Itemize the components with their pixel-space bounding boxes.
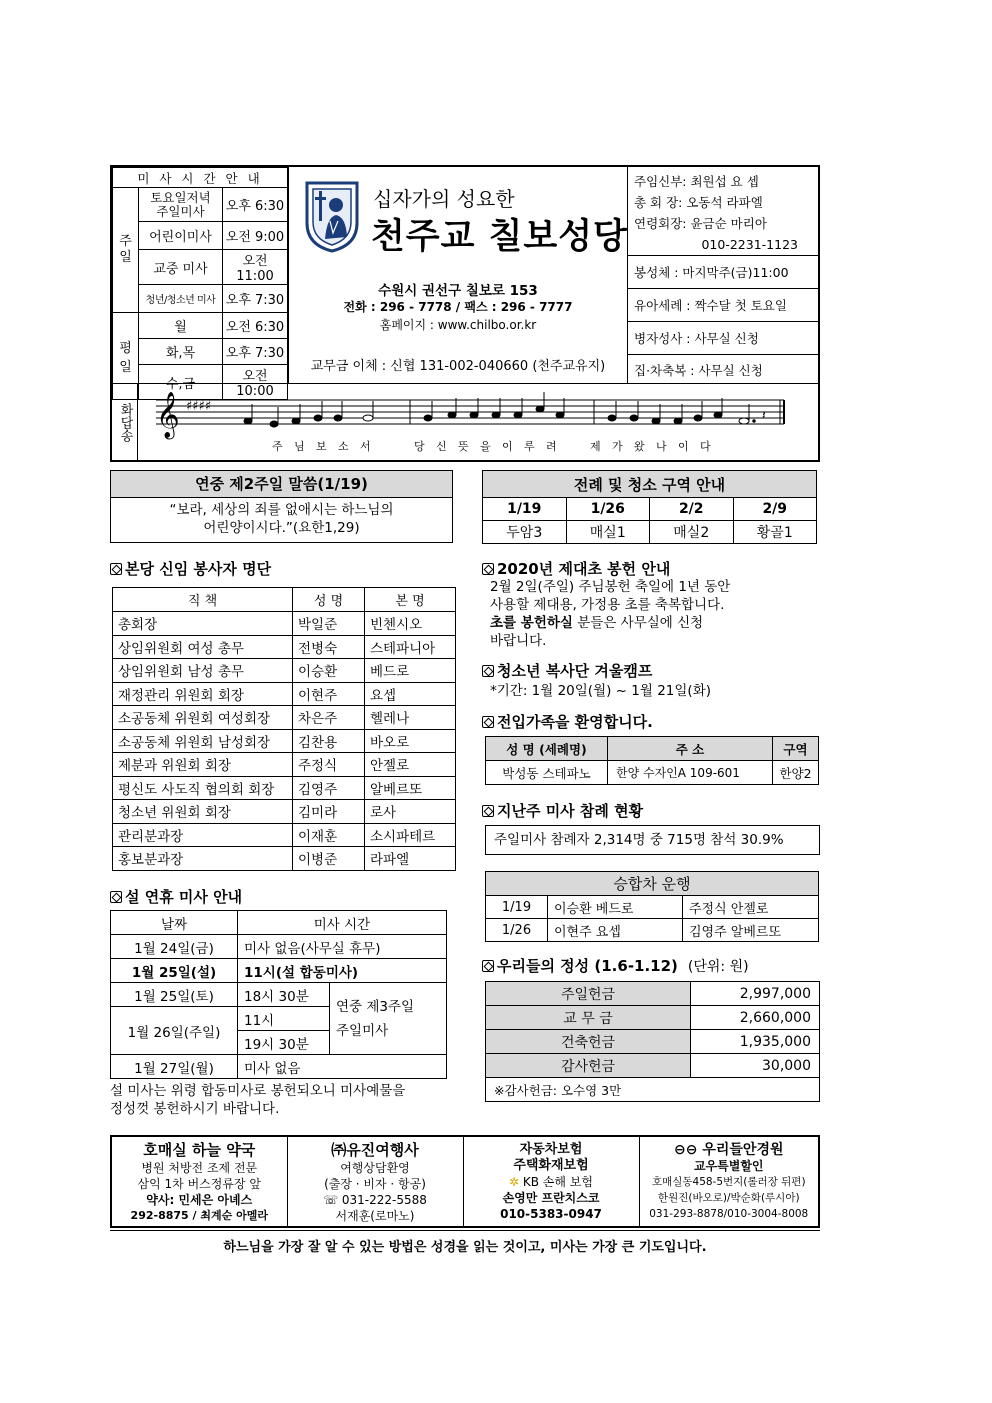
van-title: 승합차 운행 xyxy=(486,872,819,896)
lunar-mass: 19시 30분 xyxy=(238,1031,330,1055)
section-bullet-icon xyxy=(482,960,494,972)
mass-times-table xyxy=(112,167,288,400)
church-logo-icon xyxy=(303,177,361,253)
lyric-syllable: 님 xyxy=(294,440,305,453)
section-bullet-icon xyxy=(482,665,494,677)
cleaning-date: 2/9 xyxy=(733,498,817,521)
mass-time: 오전11:00 xyxy=(223,250,288,285)
lunar-mass: 미사 없음(사무실 휴무) xyxy=(238,935,447,959)
psalm-label: 화답송 xyxy=(112,384,138,461)
cleaning-date: 1/26 xyxy=(566,498,650,521)
sunday-label: 주일 xyxy=(113,188,139,313)
word-line: “보라, 세상의 죄를 없애시는 하느님의 xyxy=(169,502,394,518)
mass-name: 토요일저녁 주일미사 xyxy=(139,188,223,222)
lyric-syllable: 서 xyxy=(360,440,371,453)
funeral-phone: 010-2231-1123 xyxy=(701,237,798,252)
col-header: 구역 xyxy=(773,737,819,761)
svg-text:𝄽: 𝄽 xyxy=(762,408,766,422)
table-row xyxy=(113,659,456,683)
church-homepage[interactable]: 홈페이지 : www.chilbo.or.kr xyxy=(379,318,537,332)
lunar-note: 연중 제3주일 주일미사 xyxy=(330,983,447,1055)
attendance-section-title: 지난주 미사 참례 현황 xyxy=(482,800,643,821)
volunteers-body xyxy=(113,612,456,871)
volunteers-table xyxy=(112,587,456,871)
lunar-date: 1월 25일(설) xyxy=(111,959,238,983)
svg-text:♯♯♯♯: ♯♯♯♯ xyxy=(186,399,212,414)
van-driver: 김영주 알베르또 xyxy=(683,919,819,942)
volunteer-baptismal-name: 빈첸시오 xyxy=(365,612,456,636)
weekday-label: 평일 xyxy=(113,313,139,400)
volunteer-name: 이병준 xyxy=(293,847,365,871)
offering-amount: 30,000 xyxy=(691,1054,820,1078)
volunteers-section-title: 본당 신임 봉사자 명단 xyxy=(110,558,271,579)
col-header: 성 명 (세례명) xyxy=(486,737,608,761)
mass-name: 수,금 xyxy=(139,365,223,400)
table-row xyxy=(113,847,456,871)
table-row xyxy=(113,800,456,824)
newfamily-section-title: 전입가족을 환영합니다. xyxy=(482,711,653,732)
volunteer-baptismal-name: 바오로 xyxy=(365,729,456,753)
pastor: 주임신부: 최원섭 요 셉 xyxy=(634,174,759,189)
van-date: 1/19 xyxy=(486,896,548,919)
offering-table xyxy=(485,981,820,1102)
sunday-word-title: 연중 제2주일 말씀(1/19) xyxy=(111,471,452,498)
volunteer-role: 홍보분과장 xyxy=(113,847,293,871)
volunteer-baptismal-name: 소시파테르 xyxy=(365,823,456,847)
lunar-date: 1월 26일(주일) xyxy=(111,1007,238,1055)
volunteer-name: 전병숙 xyxy=(293,635,365,659)
ad-pharmacy: 호매실 하늘 약국 병원 처방전 조제 전문 삼익 1차 버스정류장 앞 약사: 민세은 아녜스 292-8875 / 최계순 아멜라 xyxy=(111,1136,287,1227)
cleaning-title: 전례 및 청소 구역 안내 xyxy=(483,471,817,498)
church-address: 수원시 권선구 칠보로 153 xyxy=(378,283,538,299)
section-bullet-icon xyxy=(482,716,494,728)
mass-time: 오전10:00 xyxy=(223,365,288,400)
volunteer-name: 김찬용 xyxy=(293,729,365,753)
offering-section-title: 우리들의 정성 (1.6-1.12) (단위: 원) xyxy=(482,955,749,976)
church-subtitle: 십자가의 성요한 xyxy=(373,187,515,211)
lyric-syllable: 보 xyxy=(316,440,327,453)
mass-time: 오후 7:30 xyxy=(223,285,288,313)
lyric-syllable: 가 xyxy=(612,440,623,453)
offering-note: ※감사헌금: 오수영 3만 xyxy=(486,1078,820,1102)
section-bullet-icon xyxy=(110,563,122,575)
lunar-mass: 11시 xyxy=(238,1007,330,1031)
volunteer-name: 박일준 xyxy=(293,612,365,636)
psalm-row xyxy=(112,383,818,460)
glasses-icon: ⊖⊖ xyxy=(674,1141,698,1158)
mass-name: 교중 미사 xyxy=(139,250,223,285)
cleaning-date: 2/2 xyxy=(650,498,734,521)
cleaning-date: 1/19 xyxy=(483,498,567,521)
lyric-syllable: 을 xyxy=(480,440,491,453)
col-header: 주 소 xyxy=(608,737,773,761)
newfamily-name: 박성동 스테파노 xyxy=(486,761,608,785)
ad-optician: ⊖⊖ 우리들안경원 교우특별할인 호매실동458-5번지(롤러장 뒤편) 한원진(바오로)/박순화(루시아) 031-293-8878/010-3004-8008 xyxy=(639,1136,819,1227)
table-row xyxy=(113,635,456,659)
mass-time: 오전 6:30 xyxy=(223,313,288,339)
lyric-syllable: 당 xyxy=(414,440,425,453)
volunteer-name: 이현주 xyxy=(293,682,365,706)
lyric-syllable: 왔 xyxy=(634,440,645,453)
offering-amount: 2,660,000 xyxy=(691,1006,820,1030)
volunteer-role: 상임위원회 여성 총무 xyxy=(113,635,293,659)
mass-times-title: 미 사 시 간 안 내 xyxy=(113,168,288,188)
lunar-note-text: 설 미사는 위령 합동미사로 봉헌되오니 미사예물을 정성껏 봉헌하시기 바랍니다. xyxy=(110,1083,406,1117)
volunteer-name: 차은주 xyxy=(293,706,365,730)
cleaning-area: 두암3 xyxy=(483,521,567,544)
lyric-syllable: 뜻 xyxy=(458,440,469,453)
col-header: 날짜 xyxy=(111,911,238,935)
psalm-music-staff xyxy=(156,392,796,442)
volunteer-role: 총회장 xyxy=(113,612,293,636)
volunteer-baptismal-name: 요셉 xyxy=(365,682,456,706)
lyric-syllable: 다 xyxy=(700,440,711,453)
volunteer-name: 이재훈 xyxy=(293,823,365,847)
lyric-syllable: 주 xyxy=(272,440,283,453)
volunteer-baptismal-name: 알베르또 xyxy=(365,776,456,800)
offering-label: 교 무 금 xyxy=(486,1006,691,1030)
volunteer-role: 소공동체 위원회 여성회장 xyxy=(113,706,293,730)
bulletin-header xyxy=(110,165,820,462)
word-line: 어린양이시다.”(요한1,29) xyxy=(203,520,360,536)
volunteer-baptismal-name: 라파엘 xyxy=(365,847,456,871)
mass-time: 오후 6:30 xyxy=(223,188,288,222)
psalm-lyrics xyxy=(272,438,722,454)
sunday-word-text xyxy=(111,498,452,537)
offering-label: 주일헌금 xyxy=(486,982,691,1006)
offering-amount: 1,935,000 xyxy=(691,1030,820,1054)
lunar-date: 1월 24일(금) xyxy=(111,935,238,959)
candle-text: 2월 2일(주일) 주님봉헌 축일에 1년 동안 사용할 제대용, 가정용 초를 축복합니다. 초를 봉헌하실 분들은 사무실에 신청 바랍니다. xyxy=(490,579,731,649)
col-header: 미사 시간 xyxy=(238,911,447,935)
lunar-mass: 11시(설 합동미사) xyxy=(238,959,447,983)
cleaning-area: 매실1 xyxy=(566,521,650,544)
staff-list xyxy=(628,167,818,256)
lyric-syllable: 제 xyxy=(590,440,601,453)
van-date: 1/26 xyxy=(486,919,548,942)
service-baptism: 유아세례 : 짝수달 첫 토요일 xyxy=(628,289,818,322)
service-communion: 봉성체 : 마지막주(금)11:00 xyxy=(628,256,818,289)
ad-travel: ㈜유진여행사 여행상담환영 (출장 · 비자 · 항공) ☏ 031-222-5588 서재훈(로마노) xyxy=(287,1136,463,1227)
table-row xyxy=(113,682,456,706)
col-header: 직 책 xyxy=(113,588,293,612)
svg-text:𝄞: 𝄞 xyxy=(156,392,180,438)
mass-time: 오전 9:00 xyxy=(223,222,288,250)
volunteer-role: 소공동체 위원회 남성회장 xyxy=(113,729,293,753)
mass-name: 청년/청소년 미사 xyxy=(139,285,223,313)
volunteer-baptismal-name: 안젤로 xyxy=(365,753,456,777)
president: 총 회 장: 오동석 라파엘 xyxy=(634,195,763,210)
cleaning-area: 황골1 xyxy=(733,521,817,544)
table-row xyxy=(113,706,456,730)
van-table xyxy=(485,871,819,942)
lyric-syllable: 이 xyxy=(502,440,513,453)
cleaning-table xyxy=(482,470,817,544)
lyric-syllable: 루 xyxy=(524,440,535,453)
volunteer-role: 제분과 위원회 회장 xyxy=(113,753,293,777)
table-row xyxy=(113,729,456,753)
star-icon: ✲ xyxy=(509,1174,520,1189)
lunar-date: 1월 27일(월) xyxy=(111,1055,238,1079)
camp-period: *기간: 1월 20일(월) ~ 1월 21일(화) xyxy=(490,683,711,699)
lunar-date: 1월 25일(토) xyxy=(111,983,238,1007)
camp-section-title: 청소년 복사단 겨울캠프 xyxy=(482,660,652,681)
offering-amount: 2,997,000 xyxy=(691,982,820,1006)
offering-unit: (단위: 원) xyxy=(687,959,749,975)
ad-insurance: 자동차보험 주택화재보험 ✲ KB 손해 보험 손영만 프란치스코 010-5383-0947 xyxy=(463,1136,639,1227)
volunteer-name: 이승환 xyxy=(293,659,365,683)
col-header: 본 명 xyxy=(365,588,456,612)
sunday-word-box xyxy=(110,470,453,543)
lyric-syllable: 나 xyxy=(656,440,667,453)
church-staff-table xyxy=(628,167,818,386)
newfamily-table xyxy=(485,736,819,785)
volunteer-role: 청소년 위원회 회장 xyxy=(113,800,293,824)
van-driver: 주정식 안젤로 xyxy=(683,896,819,919)
lyric-syllable: 이 xyxy=(678,440,689,453)
lyric-syllable: 신 xyxy=(436,440,447,453)
service-blessing: 집·차축복 : 사무실 신청 xyxy=(634,363,763,379)
volunteer-baptismal-name: 스테파니아 xyxy=(365,635,456,659)
van-driver: 이현주 요셉 xyxy=(548,919,683,942)
section-bullet-icon xyxy=(110,891,122,903)
offering-label: 건축헌금 xyxy=(486,1030,691,1054)
cleaning-area: 매실2 xyxy=(650,521,734,544)
table-row xyxy=(113,823,456,847)
offering-label: 감사헌금 xyxy=(486,1054,691,1078)
church-account: 교무금 이체 : 신협 131-002-040660 (천주교유지) xyxy=(310,359,606,374)
lunar-section-title: 설 연휴 미사 안내 xyxy=(110,886,242,907)
volunteer-role: 관리분과장 xyxy=(113,823,293,847)
church-phone-fax: 전화 : 296 - 7778 / 팩스 : 296 - 7777 xyxy=(343,300,573,314)
funeral-head: 연령회장: 윤금순 마리아 xyxy=(634,216,767,231)
table-row xyxy=(113,612,456,636)
table-row xyxy=(113,753,456,777)
lyric-syllable: 소 xyxy=(338,440,349,453)
table-row xyxy=(113,776,456,800)
volunteer-baptismal-name: 로사 xyxy=(365,800,456,824)
van-driver: 이승환 베드로 xyxy=(548,896,683,919)
candle-section-title: 2020년 제대초 봉헌 안내 xyxy=(482,558,670,579)
volunteer-name: 김영주 xyxy=(293,776,365,800)
lunar-mass: 미사 없음 xyxy=(238,1055,447,1079)
lunar-mass-table xyxy=(110,910,447,1079)
volunteer-baptismal-name: 베드로 xyxy=(365,659,456,683)
mass-name: 월 xyxy=(139,313,223,339)
volunteer-name: 김미라 xyxy=(293,800,365,824)
newfamily-area: 한양2 xyxy=(773,761,819,785)
ads-table xyxy=(110,1135,820,1228)
volunteer-role: 상임위원회 남성 총무 xyxy=(113,659,293,683)
lyric-syllable: 려 xyxy=(546,440,557,453)
attendance-box: 주일미사 참례자 2,314명 중 715명 참석 30.9% xyxy=(485,825,820,855)
mass-name: 어린이미사 xyxy=(139,222,223,250)
lunar-mass: 18시 30분 xyxy=(238,983,330,1007)
volunteer-baptismal-name: 헬레나 xyxy=(365,706,456,730)
mass-time: 오후 7:30 xyxy=(223,339,288,365)
col-header: 성 명 xyxy=(293,588,365,612)
newfamily-address: 한양 수자인A 109-601 xyxy=(608,761,773,785)
church-name: 천주교 칠보성당 xyxy=(371,217,628,257)
section-bullet-icon xyxy=(482,805,494,817)
volunteer-name: 주정식 xyxy=(293,753,365,777)
section-bullet-icon xyxy=(482,563,494,575)
volunteer-role: 평신도 사도직 협의회 회장 xyxy=(113,776,293,800)
service-anointing: 병자성사 : 사무실 신청 xyxy=(628,322,818,355)
footer-quote: 하느님을 가장 잘 알 수 있는 방법은 성경을 읽는 것이고, 미사는 가장 큰 기도입니다. xyxy=(223,1240,707,1255)
volunteer-role: 재정관리 위원회 회장 xyxy=(113,682,293,706)
church-info xyxy=(288,167,628,383)
mass-name: 화,목 xyxy=(139,339,223,365)
